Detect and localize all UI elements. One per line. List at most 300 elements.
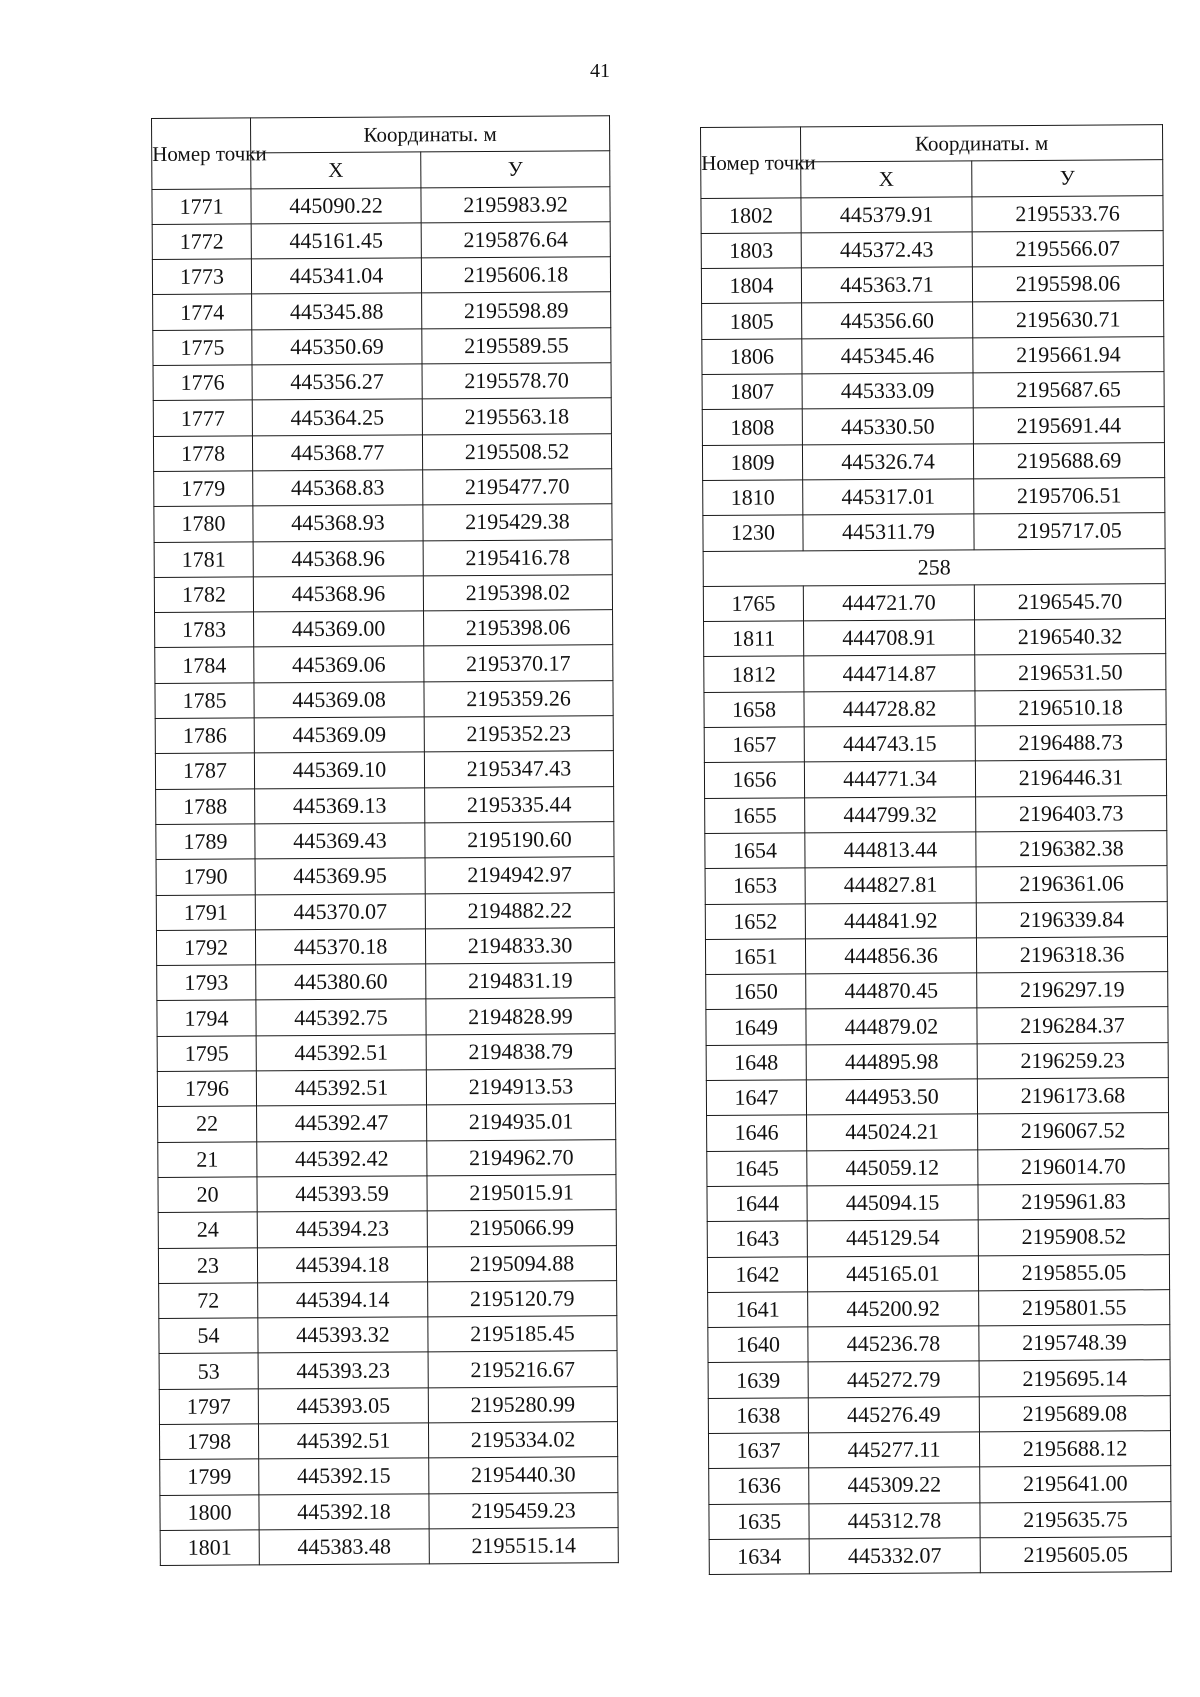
point-number-cell: 1650 — [706, 974, 806, 1010]
point-number-cell: 1803 — [701, 233, 801, 269]
table-row — [160, 1457, 618, 1495]
x-coordinate-cell: 445364.25 — [252, 399, 422, 435]
point-number-cell: 1653 — [705, 868, 805, 904]
point-number-cell: 1784 — [155, 647, 254, 683]
point-number-cell: 1788 — [156, 789, 255, 825]
point-number-cell: 1654 — [705, 833, 805, 869]
point-number-cell: 1780 — [154, 506, 253, 542]
x-coordinate-cell: 445392.75 — [256, 999, 426, 1035]
x-coordinate-cell: 445394.23 — [257, 1211, 427, 1247]
table-row — [706, 972, 1168, 1010]
x-coordinate-cell: 445345.46 — [802, 338, 973, 374]
y-coordinate-cell: 2195630.71 — [973, 301, 1164, 337]
y-coordinate-cell: 2195416.78 — [423, 539, 612, 575]
table-row — [154, 539, 612, 577]
x-coordinate-cell: 445200.92 — [808, 1291, 979, 1327]
point-number-cell: 1773 — [152, 259, 251, 295]
y-coordinate-cell: 2196531.50 — [975, 654, 1166, 690]
point-number-cell: 54 — [159, 1318, 258, 1354]
y-coordinate-cell: 2195688.69 — [973, 442, 1164, 478]
x-coordinate-cell: 445369.06 — [254, 646, 424, 682]
y-coordinate-cell: 2196545.70 — [974, 584, 1165, 620]
x-coordinate-cell: 445369.43 — [255, 823, 425, 859]
point-number-cell: 23 — [158, 1247, 257, 1283]
y-coordinate-cell: 2195370.17 — [424, 645, 613, 681]
y-coordinate-cell: 2194913.53 — [426, 1069, 615, 1105]
y-coordinate-cell: 2195695.14 — [979, 1360, 1170, 1396]
table-row — [701, 195, 1163, 233]
point-number-cell: 1655 — [705, 798, 805, 834]
x-coordinate-cell: 445392.42 — [257, 1140, 427, 1176]
point-number-cell: 1647 — [706, 1080, 806, 1116]
coordinates-header: Координаты. м — [251, 116, 610, 153]
x-coordinate-cell: 445380.60 — [256, 964, 426, 1000]
point-number-cell: 1636 — [709, 1468, 809, 1504]
y-coordinate-cell: 2195066.99 — [427, 1210, 616, 1246]
y-coordinate-cell: 2196173.68 — [977, 1078, 1168, 1114]
point-number-cell: 1644 — [707, 1186, 807, 1222]
y-coordinate-cell: 2196259.23 — [977, 1042, 1168, 1078]
y-coordinate-cell: 2195983.92 — [421, 186, 610, 222]
coordinates-table-right — [700, 124, 1172, 1575]
table-row — [159, 1422, 617, 1460]
table-row — [702, 407, 1164, 445]
table-row — [704, 654, 1166, 692]
table-row — [159, 1316, 617, 1354]
x-coordinate-cell: 445094.15 — [807, 1185, 978, 1221]
y-coordinate-cell: 2195508.52 — [422, 433, 611, 469]
table-row — [160, 1492, 618, 1530]
table-row — [708, 1289, 1170, 1327]
table-row — [704, 619, 1166, 657]
point-number-cell: 1793 — [157, 965, 256, 1001]
point-number-cell: 1790 — [156, 859, 255, 895]
y-coordinate-cell: 2195477.70 — [423, 469, 612, 505]
y-coordinate-cell: 2195533.76 — [972, 195, 1163, 231]
table-body — [701, 195, 1165, 551]
x-coordinate-cell: 444895.98 — [806, 1044, 977, 1080]
point-number-cell: 1775 — [153, 330, 252, 366]
table-row — [701, 231, 1163, 269]
y-coordinate-cell: 2195566.07 — [972, 231, 1163, 267]
y-coordinate-cell: 2196297.19 — [977, 972, 1168, 1008]
x-coordinate-cell: 444771.34 — [804, 761, 975, 797]
x-coordinate-cell: 444856.36 — [805, 938, 976, 974]
y-coordinate-cell: 2196067.52 — [978, 1113, 1169, 1149]
y-coordinate-cell: 2196403.73 — [976, 795, 1167, 831]
point-number-cell: 1786 — [155, 718, 254, 754]
table-row — [153, 327, 611, 365]
x-coordinate-cell: 444841.92 — [805, 902, 976, 938]
x-coordinate-cell: 445392.15 — [259, 1458, 429, 1494]
coordinates-header: Координаты. м — [801, 125, 1163, 163]
table-row — [158, 1210, 616, 1248]
table-row — [159, 1280, 617, 1318]
x-coordinate-cell: 445332.07 — [809, 1538, 980, 1574]
x-coordinate-cell: 445309.22 — [809, 1467, 980, 1503]
y-header: У — [972, 160, 1163, 196]
table-row — [157, 1069, 615, 1107]
point-number-cell: 1640 — [708, 1327, 808, 1363]
y-coordinate-cell: 2196339.84 — [976, 901, 1167, 937]
y-coordinate-cell: 2194828.99 — [426, 998, 615, 1034]
point-number-cell: 1648 — [706, 1045, 806, 1081]
y-header: У — [421, 151, 610, 187]
x-coordinate-cell: 445024.21 — [807, 1114, 978, 1150]
point-number-cell: 1765 — [703, 586, 803, 622]
table-row — [708, 1395, 1170, 1433]
y-coordinate-cell: 2196284.37 — [977, 1007, 1168, 1043]
point-number-cell: 1798 — [159, 1424, 258, 1460]
table-row — [706, 1042, 1168, 1080]
y-coordinate-cell: 2196382.38 — [976, 831, 1167, 867]
y-coordinate-cell: 2194833.30 — [425, 928, 614, 964]
x-header: X — [801, 161, 972, 197]
coordinates-table-left — [151, 115, 619, 1566]
table-row — [160, 1528, 618, 1566]
y-coordinate-cell: 2195190.60 — [425, 822, 614, 858]
table-row — [704, 725, 1166, 763]
x-coordinate-cell: 445272.79 — [808, 1361, 979, 1397]
x-coordinate-cell: 445393.59 — [257, 1176, 427, 1212]
point-number-cell: 1802 — [701, 197, 801, 233]
y-coordinate-cell: 2196014.70 — [978, 1148, 1169, 1184]
table-row — [154, 575, 612, 613]
table-row — [705, 901, 1167, 939]
table-row — [155, 751, 613, 789]
y-coordinate-cell: 2195801.55 — [979, 1289, 1170, 1325]
x-coordinate-cell: 445330.50 — [802, 408, 973, 444]
x-coordinate-cell: 445356.27 — [252, 364, 422, 400]
y-coordinate-cell: 2195689.08 — [979, 1395, 1170, 1431]
y-coordinate-cell: 2196318.36 — [976, 936, 1167, 972]
point-number-cell: 1794 — [157, 1000, 256, 1036]
table-body — [703, 584, 1171, 1575]
x-coordinate-cell: 445333.09 — [802, 373, 973, 409]
table-row — [159, 1386, 617, 1424]
y-coordinate-cell: 2195876.64 — [421, 222, 610, 258]
table-row — [705, 866, 1167, 904]
x-coordinate-cell: 445369.00 — [254, 611, 424, 647]
x-coordinate-cell: 445369.08 — [254, 682, 424, 718]
y-coordinate-cell: 2195717.05 — [974, 513, 1165, 549]
x-coordinate-cell: 444714.87 — [804, 655, 975, 691]
point-number-cell: 1657 — [704, 727, 804, 763]
x-coordinate-cell: 445370.07 — [255, 893, 425, 929]
x-header: X — [251, 152, 421, 188]
x-coordinate-cell: 445394.18 — [257, 1246, 427, 1282]
y-coordinate-cell: 2195334.02 — [428, 1422, 617, 1458]
table-row — [706, 1007, 1168, 1045]
table-row — [707, 1148, 1169, 1186]
y-coordinate-cell: 2194838.79 — [426, 1033, 615, 1069]
y-coordinate-cell: 2194942.97 — [425, 857, 614, 893]
table-row — [155, 680, 613, 718]
point-number-header: Номер точки — [701, 127, 801, 198]
x-coordinate-cell: 445393.05 — [258, 1388, 428, 1424]
point-number-cell: 1779 — [154, 471, 253, 507]
y-coordinate-cell: 2195459.23 — [429, 1492, 618, 1528]
point-number-cell: 1783 — [155, 612, 254, 648]
point-number-cell: 1800 — [160, 1494, 259, 1530]
point-number-cell: 53 — [159, 1353, 258, 1389]
table-row — [703, 478, 1165, 516]
table-row — [156, 928, 614, 966]
table-row — [158, 1139, 616, 1177]
y-coordinate-cell: 2195606.18 — [421, 257, 610, 293]
x-coordinate-cell: 444813.44 — [805, 832, 976, 868]
x-coordinate-cell: 445277.11 — [808, 1432, 979, 1468]
point-number-cell: 1804 — [701, 268, 801, 304]
point-number-cell: 20 — [158, 1177, 257, 1213]
point-number-cell: 1645 — [707, 1150, 807, 1186]
table-row — [157, 963, 615, 1001]
x-coordinate-cell: 444799.32 — [805, 796, 976, 832]
x-coordinate-cell: 445369.09 — [254, 717, 424, 753]
table-row — [709, 1537, 1171, 1575]
x-coordinate-cell: 444870.45 — [806, 973, 977, 1009]
table-row — [702, 336, 1164, 374]
x-coordinate-cell: 445129.54 — [807, 1220, 978, 1256]
point-number-cell: 1805 — [702, 303, 802, 339]
x-coordinate-cell: 444708.91 — [804, 620, 975, 656]
y-coordinate-cell: 2196488.73 — [975, 725, 1166, 761]
y-coordinate-cell: 2195515.14 — [429, 1528, 618, 1564]
point-number-cell: 1639 — [708, 1362, 808, 1398]
table-row — [156, 892, 614, 930]
point-number-cell: 1796 — [157, 1071, 256, 1107]
y-coordinate-cell: 2194831.19 — [426, 963, 615, 999]
x-coordinate-cell: 445368.93 — [253, 505, 423, 541]
point-number-cell: 1807 — [702, 374, 802, 410]
y-coordinate-cell: 2195185.45 — [428, 1316, 617, 1352]
table-row — [707, 1113, 1169, 1151]
group-row — [703, 548, 1165, 586]
point-number-cell: 1656 — [704, 762, 804, 798]
point-number-cell: 1812 — [704, 656, 804, 692]
table-row — [153, 363, 611, 401]
point-number-cell: 1641 — [708, 1292, 808, 1328]
x-coordinate-cell: 445379.91 — [801, 196, 972, 232]
table-row — [705, 936, 1167, 974]
point-number-cell: 1795 — [157, 1036, 256, 1072]
y-coordinate-cell: 2196361.06 — [976, 866, 1167, 902]
x-coordinate-cell: 445311.79 — [803, 514, 974, 550]
table-row — [156, 822, 614, 860]
y-coordinate-cell: 2195398.06 — [424, 610, 613, 646]
table-row — [159, 1351, 617, 1389]
x-coordinate-cell: 445356.60 — [802, 302, 973, 338]
point-number-cell: 24 — [158, 1212, 257, 1248]
table-row — [153, 292, 611, 330]
table-row — [708, 1325, 1170, 1363]
y-coordinate-cell: 2194935.01 — [427, 1104, 616, 1140]
y-coordinate-cell: 2196510.18 — [975, 689, 1166, 725]
point-number-cell: 1634 — [709, 1539, 809, 1575]
point-number-cell: 1230 — [703, 515, 803, 551]
point-number-cell: 1643 — [707, 1221, 807, 1257]
table-row — [701, 266, 1163, 304]
x-coordinate-cell: 444879.02 — [806, 1008, 977, 1044]
point-number-cell: 1808 — [702, 409, 802, 445]
y-coordinate-cell: 2195359.26 — [424, 680, 613, 716]
y-coordinate-cell: 2195961.83 — [978, 1184, 1169, 1220]
point-number-cell: 1782 — [154, 577, 253, 613]
x-coordinate-cell: 445368.96 — [253, 540, 423, 576]
x-coordinate-cell: 444953.50 — [806, 1079, 977, 1115]
group-label: 258 — [703, 548, 1165, 586]
point-number-cell: 1799 — [160, 1459, 259, 1495]
point-number-cell: 1649 — [706, 1009, 806, 1045]
y-coordinate-cell: 2195015.91 — [427, 1175, 616, 1211]
x-coordinate-cell: 445350.69 — [252, 329, 422, 365]
x-coordinate-cell: 445392.47 — [257, 1105, 427, 1141]
table-row — [704, 689, 1166, 727]
point-number-cell: 1771 — [152, 188, 251, 224]
point-number-cell: 1809 — [702, 445, 802, 481]
y-coordinate-cell: 2195429.38 — [423, 504, 612, 540]
table-row — [708, 1360, 1170, 1398]
y-coordinate-cell: 2196446.31 — [975, 760, 1166, 796]
x-coordinate-cell: 445392.51 — [256, 1035, 426, 1071]
y-coordinate-cell: 2195120.79 — [428, 1280, 617, 1316]
y-coordinate-cell: 2195578.70 — [422, 363, 611, 399]
table-row — [157, 998, 615, 1036]
y-coordinate-cell: 2195398.02 — [423, 575, 612, 611]
point-number-cell: 1651 — [705, 939, 805, 975]
table-row — [707, 1254, 1169, 1292]
x-coordinate-cell: 445392.51 — [256, 1070, 426, 1106]
table-row — [158, 1245, 616, 1283]
x-coordinate-cell: 444721.70 — [803, 585, 974, 621]
table-row — [703, 513, 1165, 551]
y-coordinate-cell: 2196540.32 — [975, 619, 1166, 655]
table-row — [155, 610, 613, 648]
x-coordinate-cell: 445341.04 — [251, 258, 421, 294]
y-coordinate-cell: 2195605.05 — [980, 1537, 1171, 1573]
x-coordinate-cell: 445369.13 — [255, 787, 425, 823]
point-number-cell: 1801 — [160, 1530, 259, 1566]
point-number-cell: 1776 — [153, 365, 252, 401]
table-row — [705, 831, 1167, 869]
x-coordinate-cell: 445392.18 — [259, 1493, 429, 1529]
point-number-cell: 1637 — [708, 1433, 808, 1469]
x-coordinate-cell: 445393.32 — [258, 1317, 428, 1353]
x-coordinate-cell: 445236.78 — [808, 1326, 979, 1362]
table-row — [155, 645, 613, 683]
x-coordinate-cell: 445368.96 — [253, 576, 423, 612]
x-coordinate-cell: 445165.01 — [807, 1255, 978, 1291]
point-number-cell: 21 — [158, 1141, 257, 1177]
table-row — [158, 1104, 616, 1142]
point-number-cell: 1797 — [159, 1389, 258, 1425]
point-number-cell: 1646 — [707, 1115, 807, 1151]
x-coordinate-cell: 445059.12 — [807, 1149, 978, 1185]
x-coordinate-cell: 445317.01 — [803, 479, 974, 515]
point-number-cell: 1778 — [153, 436, 252, 472]
point-number-cell: 1642 — [707, 1256, 807, 1292]
y-coordinate-cell: 2195598.06 — [972, 266, 1163, 302]
x-coordinate-cell: 445090.22 — [251, 187, 421, 223]
x-coordinate-cell: 445369.95 — [255, 858, 425, 894]
point-number-cell: 1781 — [154, 541, 253, 577]
table-row — [152, 222, 610, 260]
table-row — [157, 1033, 615, 1071]
y-coordinate-cell: 2195335.44 — [425, 786, 614, 822]
x-coordinate-cell: 445312.78 — [809, 1502, 980, 1538]
point-number-cell: 1811 — [704, 621, 804, 657]
point-number-cell: 1638 — [708, 1398, 808, 1434]
x-coordinate-cell: 445368.83 — [253, 470, 423, 506]
table-row — [702, 372, 1164, 410]
y-coordinate-cell: 2195661.94 — [973, 336, 1164, 372]
point-number-cell: 1806 — [702, 339, 802, 375]
y-coordinate-cell: 2195687.65 — [973, 372, 1164, 408]
table-row — [158, 1175, 616, 1213]
x-coordinate-cell: 445368.77 — [252, 435, 422, 471]
point-number-cell: 1774 — [153, 294, 252, 330]
table-row — [708, 1431, 1170, 1469]
table-row — [702, 301, 1164, 339]
y-coordinate-cell: 2195280.99 — [428, 1386, 617, 1422]
x-coordinate-cell: 445326.74 — [802, 444, 973, 480]
point-number-cell: 72 — [159, 1283, 258, 1319]
x-coordinate-cell: 445369.10 — [254, 752, 424, 788]
y-coordinate-cell: 2195347.43 — [424, 751, 613, 787]
y-coordinate-cell: 2195908.52 — [978, 1219, 1169, 1255]
table-row — [709, 1501, 1171, 1539]
table-row — [153, 433, 611, 471]
y-coordinate-cell: 2195352.23 — [424, 716, 613, 752]
table-row — [706, 1078, 1168, 1116]
y-coordinate-cell: 2194882.22 — [425, 892, 614, 928]
table-row — [702, 442, 1164, 480]
point-number-cell: 1787 — [155, 753, 254, 789]
y-coordinate-cell: 2195440.30 — [429, 1457, 618, 1493]
point-number-cell: 1772 — [152, 224, 251, 260]
x-coordinate-cell: 445383.48 — [259, 1529, 429, 1565]
x-coordinate-cell: 445363.71 — [801, 267, 972, 303]
table-row — [709, 1466, 1171, 1504]
point-number-header: Номер точки — [152, 118, 251, 189]
table-row — [152, 186, 610, 224]
y-coordinate-cell: 2195216.67 — [428, 1351, 617, 1387]
table-row — [703, 584, 1165, 622]
point-number-cell: 1785 — [155, 683, 254, 719]
x-coordinate-cell: 444728.82 — [804, 691, 975, 727]
y-coordinate-cell: 2195641.00 — [980, 1466, 1171, 1502]
table-row — [153, 398, 611, 436]
table-body — [152, 186, 618, 1565]
point-number-cell: 1810 — [703, 480, 803, 516]
point-number-cell: 1658 — [704, 692, 804, 728]
y-coordinate-cell: 2195748.39 — [979, 1325, 1170, 1361]
y-coordinate-cell: 2195688.12 — [979, 1431, 1170, 1467]
y-coordinate-cell: 2195855.05 — [978, 1254, 1169, 1290]
point-number-cell: 1652 — [705, 903, 805, 939]
y-coordinate-cell: 2195691.44 — [973, 407, 1164, 443]
x-coordinate-cell: 445393.23 — [258, 1352, 428, 1388]
y-coordinate-cell: 2195635.75 — [980, 1501, 1171, 1537]
y-coordinate-cell: 2195598.89 — [422, 292, 611, 328]
x-coordinate-cell: 445392.51 — [258, 1423, 428, 1459]
x-coordinate-cell: 444743.15 — [804, 726, 975, 762]
point-number-cell: 22 — [158, 1106, 257, 1142]
x-coordinate-cell: 445276.49 — [808, 1397, 979, 1433]
y-coordinate-cell: 2194962.70 — [427, 1139, 616, 1175]
y-coordinate-cell: 2195094.88 — [427, 1245, 616, 1281]
table-row — [154, 504, 612, 542]
